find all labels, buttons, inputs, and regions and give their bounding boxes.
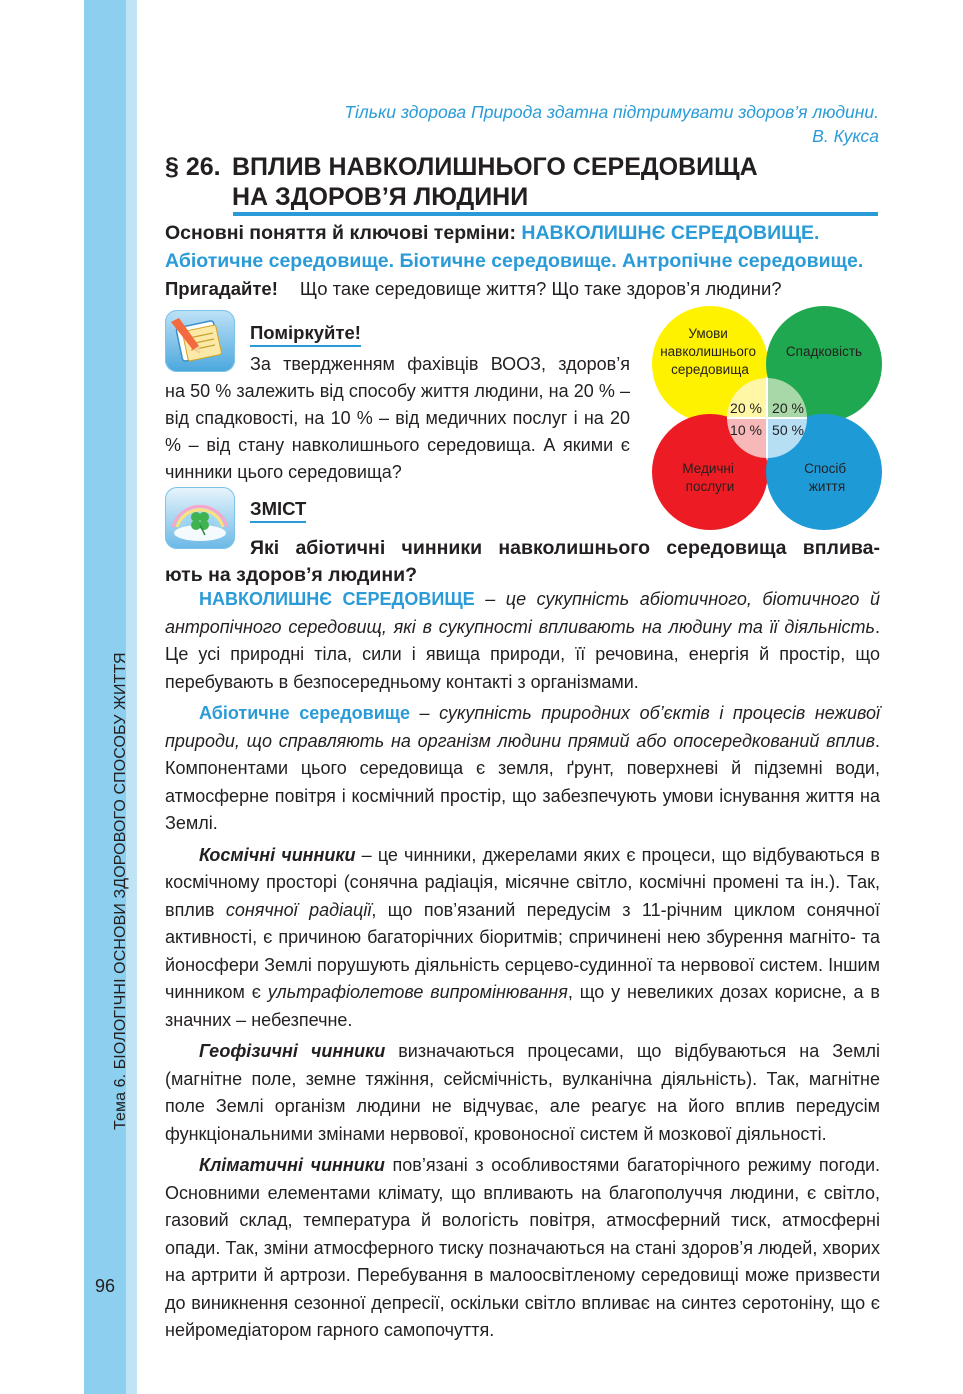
label-lifestyle-1: Спосіб [804, 461, 847, 476]
label-environment-3: середовища [671, 362, 749, 377]
heading-line-2: НА ЗДОРОВ’Я ЛЮДИНИ [232, 183, 529, 211]
paragraph-geophysical-rest: визначаються процесами, що відбуваються на Землі (магнітне поле, земне тяжіння, сейсмічність, вулканічна діяльність). Так, магнітне поле Землі організм людини не відчуває, але реагує на його вплив передусім функціональними змінами нервової, кровоносної систем й мозкової діяльності. [165, 1041, 880, 1144]
paragraph-abiotic [165, 700, 880, 838]
epigraph [344, 100, 879, 148]
paragraph-abiotic-rest: . Компонентами цього середовища є земля, ґрунт, поверхневі й підземні води, атмосферне повітря і космічний простір, що забезпечують умови існування життя на Землі. [165, 730, 880, 833]
paragraph-geophysical [165, 1038, 880, 1148]
recall-text: Що таке середовище життя? Що таке здоров’я людини? [299, 278, 782, 299]
term-environment: НАВКОЛИШНЄ СЕРЕДОВИЩЕ [199, 589, 475, 609]
key-terms-label: Основні поняття й ключові терміни: [165, 222, 516, 244]
section-heading [165, 152, 758, 212]
term-solar-radiation: сонячної радіації [225, 899, 372, 920]
percent-medical: 10 % [730, 422, 762, 438]
key-terms-list: НАВКОЛИШНЄ СЕРЕДОВИЩЕ. Абіотичне середовище. Біотичне середовище. Антропічне середовище. [165, 222, 864, 272]
definition-environment: – це сукупність абіотичного, біотичного й антропічного середовищ, які в сукупності впливають на людину та її діяльність [165, 589, 880, 637]
page-number: 96 [95, 1276, 116, 1296]
think-title: Поміркуйте! [250, 322, 361, 347]
paragraph-climatic [165, 1152, 880, 1345]
term-cosmic: Космічні чинники [199, 844, 356, 865]
content-title: ЗМІСТ [250, 498, 306, 523]
recall-block [165, 278, 782, 300]
section-number: § 26. [165, 153, 221, 181]
heading-line-1: ВПЛИВ НАВКОЛИШНЬОГО СЕРЕДОВИЩА [232, 153, 758, 181]
paragraph-cosmic-text-b: , що пов’язаний передусім з 11-річним циклом сонячної активності, є причиною багаторічних біоритмів; спричинені нею збурення магніто- та йоносфери Землі порушують діяльність серцево-судинної та нервової систем. Іншим чинником є [165, 899, 880, 1002]
epigraph-author: В. Кукса [812, 126, 879, 146]
label-medical-1: Медичні [682, 461, 734, 476]
paragraph-cosmic-text-c: , що у невеликих дозах корисне, а в значних – небезпечне. [165, 982, 880, 1030]
label-heredity: Спадковість [785, 344, 863, 359]
paragraph-cosmic [165, 842, 880, 1035]
percent-heredity: 20 % [772, 400, 804, 416]
paragraph-cosmic-text-a: – це чинники, джерелами яких є процеси, що відбуваються в космічному просторі (сонячна радіація, місячне світло, космічні промені та ін.). Так, вплив [165, 844, 880, 920]
percent-environment: 20 % [730, 400, 762, 416]
label-environment-1: Умови [688, 326, 728, 341]
health-factors-diagram [650, 305, 884, 531]
key-terms [165, 219, 880, 275]
question-line-2: ють на здоров’я людини? [165, 564, 417, 586]
question-line-1: Які абіотичні чинники навколишнього середовища вплива- [250, 537, 880, 559]
term-abiotic: Абіотичне середовище [199, 703, 410, 723]
notebook-pencil-icon [165, 310, 235, 372]
definition-abiotic: – сукупність природних об’єктів і процесів неживої природи, що справляють на організм людини прямий або опосередкований вплив [165, 703, 880, 751]
paragraph-environment-rest: . Це усі природні тіла, сили і явища природи, її речовина, енергія й простір, що перебувають в безпосередньому контакті з організмами. [165, 616, 880, 692]
recall-label: Пригадайте! [165, 278, 278, 299]
paragraph-environment [165, 586, 880, 696]
term-uv-radiation: ультрафіолетове випромінювання [267, 982, 568, 1002]
epigraph-quote: Тільки здорова Природа здатна підтримувати здоров’я людини. [344, 102, 879, 122]
term-geophysical: Геофізичні чинники [199, 1041, 386, 1061]
think-text-line-1: За твердженням фахівців ВООЗ, здоров’я [250, 354, 630, 374]
body-text [165, 586, 880, 1349]
heading-underline [233, 212, 878, 216]
vertical-topic-title: Тема 6. БІОЛОГІЧНІ ОСНОВИ ЗДОРОВОГО СПОСОБУ ЖИТТЯ [112, 652, 129, 1130]
label-medical-2: послуги [685, 479, 735, 494]
label-lifestyle-2: життя [808, 479, 846, 494]
label-environment-2: навколишнього [660, 344, 757, 359]
term-climatic: Кліматичні чинники [199, 1155, 385, 1175]
paragraph-climatic-rest: пов’язані з особливостями багаторічного режиму погоди. Основними елементами клімату, що впливають на благополуччя людини, є світло, газовий склад, температура й вологість повітря, атмосферний тиск, атмосферні опади. Так, зміни атмосферного тиску позначаються на стані здоров’я людей, хворих на артрити й артрози. Перебування в малоосвітленому середовищі може призвести до виникнення сезонної депресії, оскільки світло впливає на синтез серотоніну, що є нейромедіатором гарного самопочуття. [165, 1155, 880, 1340]
percent-lifestyle: 50 % [772, 422, 804, 438]
think-text: на 50 % залежить від способу життя людини, на 20 % – від спадковості, на 10 % – від медичних послуг і на 20 % – від стану навколишнього середовища. А якими є чинники цього середовища? [165, 381, 630, 482]
section-question [165, 535, 880, 589]
